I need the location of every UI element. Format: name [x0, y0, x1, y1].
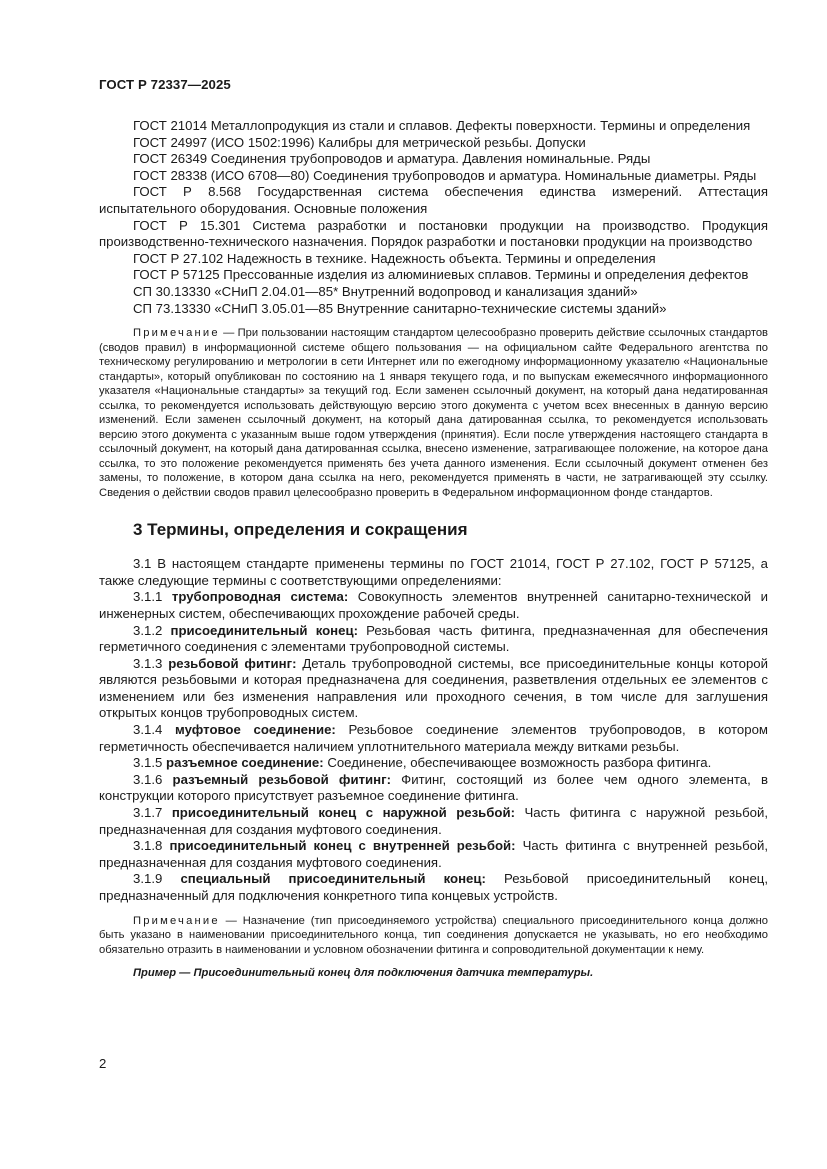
term-name: муфтовое соединение:	[175, 722, 336, 738]
section-title: 3 Термины, определения и сокращения	[133, 520, 468, 540]
term-definition: Резьбовое соединение элементов трубопроводов, в котором герметичность обеспечивается наличием уплотнительного материала между витками резьбы.	[99, 722, 768, 754]
note-label: Примечание	[133, 914, 220, 927]
page-content	[99, 118, 768, 981]
term-definition: Фитинг, состоящий из более чем одного элемента, в конструкции которого присутствует разъемное соединение фитинга.	[99, 771, 768, 804]
note-label: Примечание	[133, 327, 220, 340]
term-definition: Соединение, обеспечивающее возможность разбора фитинга.	[323, 755, 712, 771]
reference-item: ГОСТ 26349 Соединения трубопроводов и арматура. Давления номинальные. Ряды	[133, 151, 651, 167]
term-definition: Резьбовая часть фитинга, предназначенная для обеспечения герметичного соединения с элементами трубопроводной системы.	[99, 622, 769, 655]
note-text: — При пользовании настоящим стандартом целесообразно проверить действие ссылочных стандартов (сводов правил) в информационной системе общего пользования — на официальном сайте Федерального агентства по техническому регулированию и метрологии в сети Интернет или по ежегодному информационному указателю «Национальные стандарты», который опубликован по состоянию на 1 января текущего года, и по выпускам ежемесячного информационного указателя «Национальные стандарты» за текущий год. Если заменен ссылочный документ, на который дана недатированная ссылка, то рекомендуется использовать действующую версию этого документа с учетом всех внесенных в данную версию изменений. Если заменен ссылочный документ, на который дана датированная ссылка, то рекомендуется использовать версию этого документа с указанным выше годом утверждения (принятия). Если после утверждения настоящего стандарта в ссылочный документ, на который дана датированная ссылка, внесено изменение, затрагивающее положение, на которое дана ссылка, то это положение рекомендуется применять без учета данного изменения. Если ссылочный документ отменен без замены, то положение, в котором дана ссылка на него, рекомендуется применять в части, не затрагивающей эту ссылку. Сведения о действии сводов правил целесообразно проверить в Федеральном информационном фонде стандартов.	[99, 327, 768, 499]
term-entry	[99, 805, 768, 838]
normative-references	[99, 118, 768, 317]
reference-item: СП 30.13330 «СНиП 2.04.01—85* Внутренний водопровод и канализация зданий»	[133, 283, 638, 299]
term-number: 3.1.1	[133, 589, 163, 605]
term-definition: Часть фитинга с наружной резьбой, предназначенная для создания муфтового соединения.	[99, 805, 768, 837]
term-entry	[99, 871, 768, 904]
example-text: Пример — Присоединительный конец для подключения датчика температуры.	[133, 967, 594, 980]
reference-item: ГОСТ 24997 (ИСО 1502:1996) Калибры для метрической резьбы. Допуски	[133, 134, 586, 150]
terms-list	[99, 556, 768, 904]
reference-item: ГОСТ Р 15.301 Система разработки и постановки продукции на производство. Продукция производственно-технического назначения. Порядок разработки и постановки продукции на производство	[99, 217, 768, 250]
term-entry	[99, 722, 768, 755]
term-name: трубопроводная система:	[171, 589, 349, 605]
term-number: 3.1.8	[133, 838, 163, 854]
reference-item: ГОСТ Р 27.102 Надежность в технике. Надежность объекта. Термины и определения	[133, 250, 656, 266]
document-header: ГОСТ Р 72337—2025	[99, 77, 231, 92]
term-number: 3.1.4	[133, 722, 163, 738]
term-name: разъемное соединение:	[166, 755, 324, 771]
term-number: 3.1.7	[133, 805, 163, 821]
term-number: 3.1.9	[133, 871, 163, 887]
term-name: присоединительный конец с внутренней резьбой:	[169, 838, 516, 854]
terms-intro: 3.1 В настоящем стандарте применены термины по ГОСТ 21014, ГОСТ Р 27.102, ГОСТ Р 57125, а также следующие термины с соответствующими определениями:	[99, 556, 768, 588]
term-entry	[99, 755, 768, 772]
term-number: 3.1.3	[133, 655, 163, 671]
page-number: 2	[99, 1056, 107, 1071]
term-entry	[99, 772, 768, 805]
reference-item: ГОСТ Р 57125 Прессованные изделия из алюминиевых сплавов. Термины и определения дефектов	[133, 267, 749, 283]
term-name: присоединительный конец с наружной резьбой:	[171, 805, 515, 821]
term-definition: Деталь трубопроводной системы, все присоединительные концы которой являются резьбовыми и которая предназначена для соединения, разветвления отдельных ее элементов с изменением или без изменения направления или проходного сечения, в том числе для заглушения открытых концов трубопроводных систем.	[99, 655, 768, 721]
term-name: разъемный резьбовой фитинг:	[172, 771, 391, 787]
term-entry	[99, 656, 768, 722]
term-number: 3.1.6	[133, 771, 163, 787]
term-name: специальный присоединительный конец:	[180, 871, 486, 887]
term-number: 3.1.5	[133, 755, 163, 771]
references-note	[99, 326, 768, 500]
term-entry	[99, 623, 768, 656]
note-text: — Назначение (тип присоединяемого устройства) специального присоединительного конца должно быть указано в наименовании присоединительного конца, тип соединения допускается не указывать, но его необходимо обязательно отразить в наименовании и условном обозначении фитинга и сопроводительной документации к нему.	[99, 914, 768, 956]
reference-item: ГОСТ Р 8.568 Государственная система обеспечения единства измерений. Аттестация испытательного оборудования. Основные положения	[99, 184, 768, 216]
reference-item: ГОСТ 21014 Металлопродукция из стали и сплавов. Дефекты поверхности. Термины и определения	[133, 118, 751, 133]
term-definition: Резьбовой присоединительный конец, предназначенный для подключения конкретного типа концевых устройств.	[99, 871, 769, 903]
terms-note	[99, 914, 768, 958]
term-name: резьбовой фитинг:	[168, 655, 297, 671]
term-name: присоединительный конец:	[170, 622, 358, 638]
term-number: 3.1.2	[133, 622, 163, 638]
reference-item: ГОСТ 28338 (ИСО 6708—80) Соединения трубопроводов и арматура. Номинальные диаметры. Ряды	[133, 167, 757, 183]
term-definition: Совокупность элементов внутренней санитарно-технической и инженерных систем, обеспечивающих прохождение рабочей среды.	[99, 589, 769, 621]
term-entry	[99, 589, 768, 622]
term-entry	[99, 838, 768, 871]
reference-item: СП 73.13330 «СНиП 3.05.01—85 Внутренние санитарно-технические системы зданий»	[133, 300, 667, 316]
term-definition: Часть фитинга с внутренней резьбой, предназначенная для создания муфтового соединения.	[99, 838, 769, 870]
